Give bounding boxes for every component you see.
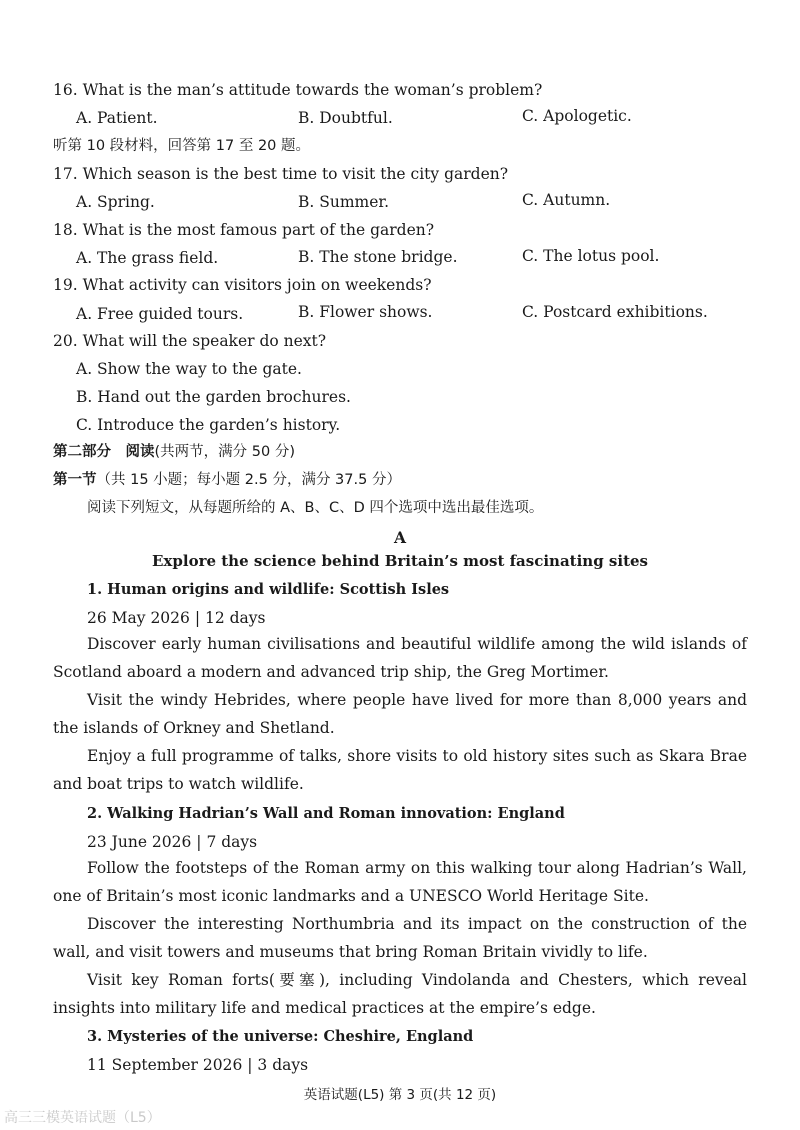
tour-2-paragraph-1 bbox=[53, 854, 747, 910]
question-17-option-a: A. Spring. bbox=[76, 193, 155, 211]
section1-heading bbox=[53, 470, 401, 490]
question-20-stem: 20. What will the speaker do next? bbox=[53, 332, 327, 350]
tour-1-paragraph-2 bbox=[53, 686, 747, 742]
question-20-option-c: C. Introduce the garden’s history. bbox=[76, 416, 341, 434]
tour-2-paragraph-2-text: Discover the interesting Northumbria and its impact on the construction of the wall, and visit towers and museums that bring Roman Britain vividly to life. bbox=[53, 915, 747, 961]
section1-note: （共 15 小题；每小题 2.5 分，满分 37.5 分） bbox=[96, 472, 401, 488]
section1-title: 第一节 bbox=[53, 472, 97, 488]
tour-3-heading: 3. Mysteries of the universe: Cheshire, England bbox=[87, 1028, 474, 1045]
tour-1-heading: 1. Human origins and wildlife: Scottish Isles bbox=[87, 581, 450, 598]
question-19-stem: 19. What activity can visitors join on weekends? bbox=[53, 276, 432, 294]
tour-1-paragraph-2-text: Visit the windy Hebrides, where people have lived for more than 8,000 years and the islands of Orkney and Shetland. bbox=[53, 691, 747, 737]
tour-1-paragraph-3 bbox=[53, 742, 747, 798]
tour-2-paragraph-2 bbox=[53, 910, 747, 966]
tour-2-heading: 2. Walking Hadrian’s Wall and Roman innovation: England bbox=[87, 805, 565, 822]
tour-3-date: 11 September 2026 | 3 days bbox=[87, 1056, 309, 1074]
tour-1-paragraph-1-text: Discover early human civilisations and beautiful wildlife among the wild islands of Scotland aboard a modern and advanced trip ship, the Greg Mortimer. bbox=[53, 635, 747, 681]
question-20-option-b: B. Hand out the garden brochures. bbox=[76, 388, 351, 406]
page-footer: 英语试题(L5) 第 3 页(共 12 页) bbox=[303, 1087, 497, 1103]
question-20-option-a: A. Show the way to the gate. bbox=[76, 360, 302, 378]
question-16-option-b: B. Doubtful. bbox=[298, 109, 393, 127]
tour-1-paragraph-1 bbox=[53, 630, 747, 686]
passage-label: A bbox=[393, 528, 407, 547]
question-19-option-b: B. Flower shows. bbox=[298, 303, 433, 321]
question-16-option-c: C. Apologetic. bbox=[522, 107, 632, 125]
question-19-option-c: C. Postcard exhibitions. bbox=[522, 303, 708, 321]
tour-2-paragraph-3-text: Visit key Roman forts(要塞), including Vindolanda and Chesters, which reveal insights into military life and medical practices at the empire’s edge. bbox=[53, 971, 747, 1017]
tour-2-paragraph-1-text: Follow the footsteps of the Roman army on this walking tour along Hadrian’s Wall, one of Britain’s most iconic landmarks and a UNESCO World Heritage Site. bbox=[53, 859, 747, 905]
question-18-option-a: A. The grass field. bbox=[76, 249, 219, 267]
instruction-section-10: 听第 10 段材料，回答第 17 至 20 题。 bbox=[53, 138, 311, 154]
question-18-stem: 18. What is the most famous part of the garden? bbox=[53, 221, 435, 239]
tour-2-date: 23 June 2026 | 7 days bbox=[87, 833, 258, 851]
part2-heading bbox=[53, 442, 295, 462]
part2-title: 第二部分 阅读 bbox=[53, 444, 155, 460]
tour-2-paragraph-3 bbox=[53, 966, 747, 1022]
question-16-stem: 16. What is the man’s attitude towards the woman’s problem? bbox=[53, 81, 543, 99]
reading-instruction: 阅读下列短文，从每题所给的 A、B、C、D 四个选项中选出最佳选项。 bbox=[87, 500, 544, 516]
tour-1-paragraph-3-text: Enjoy a full programme of talks, shore visits to old history sites such as Skara Brae and boat trips to watch wildlife. bbox=[53, 747, 747, 793]
question-16-option-a: A. Patient. bbox=[76, 109, 158, 127]
passage-title: Explore the science behind Britain’s most fascinating sites bbox=[152, 552, 648, 570]
question-18-option-b: B. The stone bridge. bbox=[298, 248, 458, 266]
watermark: 高三三模英语试题（L5） bbox=[4, 1110, 161, 1126]
question-17-option-c: C. Autumn. bbox=[522, 191, 611, 209]
question-17-option-b: B. Summer. bbox=[298, 193, 390, 211]
part2-note: (共两节，满分 50 分) bbox=[154, 444, 295, 460]
question-17-stem: 17. Which season is the best time to visit the city garden? bbox=[53, 165, 509, 183]
tour-1-date: 26 May 2026 | 12 days bbox=[87, 609, 266, 627]
question-18-option-c: C. The lotus pool. bbox=[522, 247, 660, 265]
question-19-option-a: A. Free guided tours. bbox=[76, 305, 244, 323]
